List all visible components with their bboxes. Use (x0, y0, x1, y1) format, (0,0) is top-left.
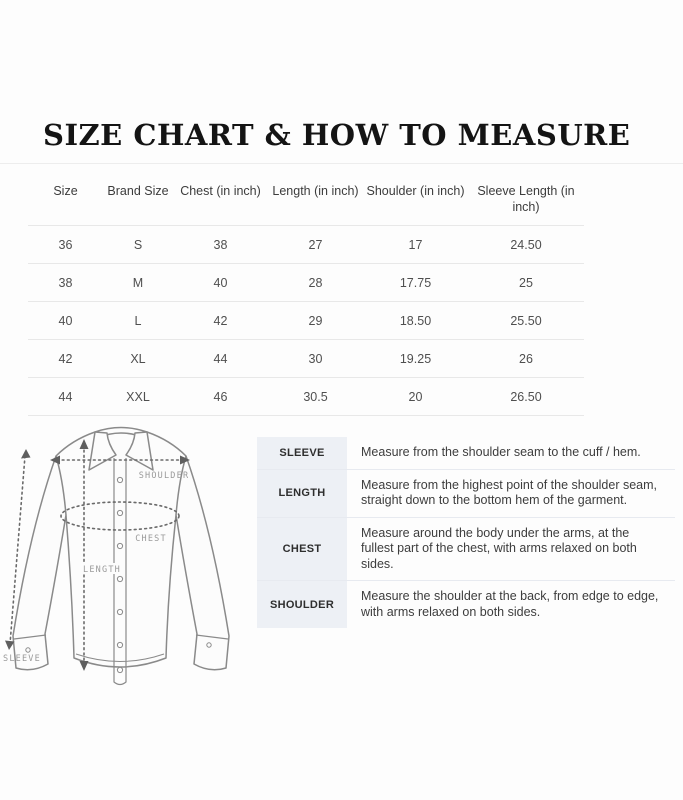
measure-description: Measure around the body under the arms, at the fullest part of the chest, with arms relaxed on both sides. (347, 517, 675, 581)
cell-brand-size: S (103, 226, 173, 264)
cell-size: 42 (28, 340, 103, 378)
cell-sleeve-length: 25.50 (468, 302, 584, 340)
cell-size: 38 (28, 264, 103, 302)
col-header-length: Length (in inch) (268, 164, 363, 226)
col-header-sleeve-length: Sleeve Length (in inch) (468, 164, 584, 226)
cell-size: 36 (28, 226, 103, 264)
size-table-row (28, 264, 584, 302)
cell-brand-size: XL (103, 340, 173, 378)
col-header-shoulder: Shoulder (in inch) (363, 164, 468, 226)
shirt-measure-diagram (2, 418, 258, 718)
cell-chest: 38 (173, 226, 268, 264)
cell-shoulder: 19.25 (363, 340, 468, 378)
cell-sleeve-length: 25 (468, 264, 584, 302)
cell-shoulder: 20 (363, 378, 468, 416)
measure-label: SLEEVE (257, 437, 347, 469)
size-table-row (28, 302, 584, 340)
size-table-row (28, 340, 584, 378)
diagram-length-label: LENGTH (83, 565, 121, 575)
cell-brand-size: L (103, 302, 173, 340)
how-to-measure-container (257, 437, 677, 628)
page-title: SIZE CHART & HOW TO MEASURE (43, 118, 631, 152)
cell-length: 29 (268, 302, 363, 340)
cell-brand-size: XXL (103, 378, 173, 416)
diagram-shoulder-label: SHOULDER (138, 471, 190, 481)
col-header-size: Size (28, 164, 103, 226)
diagram-chest-label: CHEST (135, 534, 167, 544)
cell-chest: 40 (173, 264, 268, 302)
measure-row-shoulder (257, 581, 675, 629)
cell-length: 30 (268, 340, 363, 378)
cell-length: 30.5 (268, 378, 363, 416)
cell-size: 44 (28, 378, 103, 416)
size-table-row (28, 378, 584, 416)
cell-length: 27 (268, 226, 363, 264)
cell-length: 28 (268, 264, 363, 302)
measure-row-sleeve (257, 437, 675, 469)
cell-shoulder: 17.75 (363, 264, 468, 302)
cell-chest: 46 (173, 378, 268, 416)
cell-chest: 44 (173, 340, 268, 378)
cell-chest: 42 (173, 302, 268, 340)
cell-brand-size: M (103, 264, 173, 302)
measure-description: Measure the shoulder at the back, from edge to edge, with arms relaxed on both sides. (347, 581, 675, 629)
col-header-brand-size: Brand Size (103, 164, 173, 226)
col-header-chest: Chest (in inch) (173, 164, 268, 226)
cell-shoulder: 17 (363, 226, 468, 264)
cell-shoulder: 18.50 (363, 302, 468, 340)
measure-description: Measure from the shoulder seam to the cuff / hem. (361, 445, 641, 459)
cell-sleeve-length: 26.50 (468, 378, 584, 416)
size-chart-table-container (28, 164, 584, 416)
measure-row-chest (257, 517, 675, 581)
measure-label: CHEST (257, 517, 347, 581)
measure-description: Measure from the highest point of the shoulder seam, straight down to the bottom hem of the garment. (347, 469, 675, 517)
diagram-sleeve-label: SLEEVE (3, 654, 41, 664)
size-table-header-row (28, 164, 584, 226)
measure-label: LENGTH (257, 469, 347, 517)
measure-row-length (257, 469, 675, 517)
measure-label: SHOULDER (257, 581, 347, 629)
size-chart-table (28, 164, 584, 416)
cell-size: 40 (28, 302, 103, 340)
how-to-measure-table (257, 437, 675, 628)
cell-sleeve-length: 24.50 (468, 226, 584, 264)
cell-sleeve-length: 26 (468, 340, 584, 378)
size-table-row (28, 226, 584, 264)
